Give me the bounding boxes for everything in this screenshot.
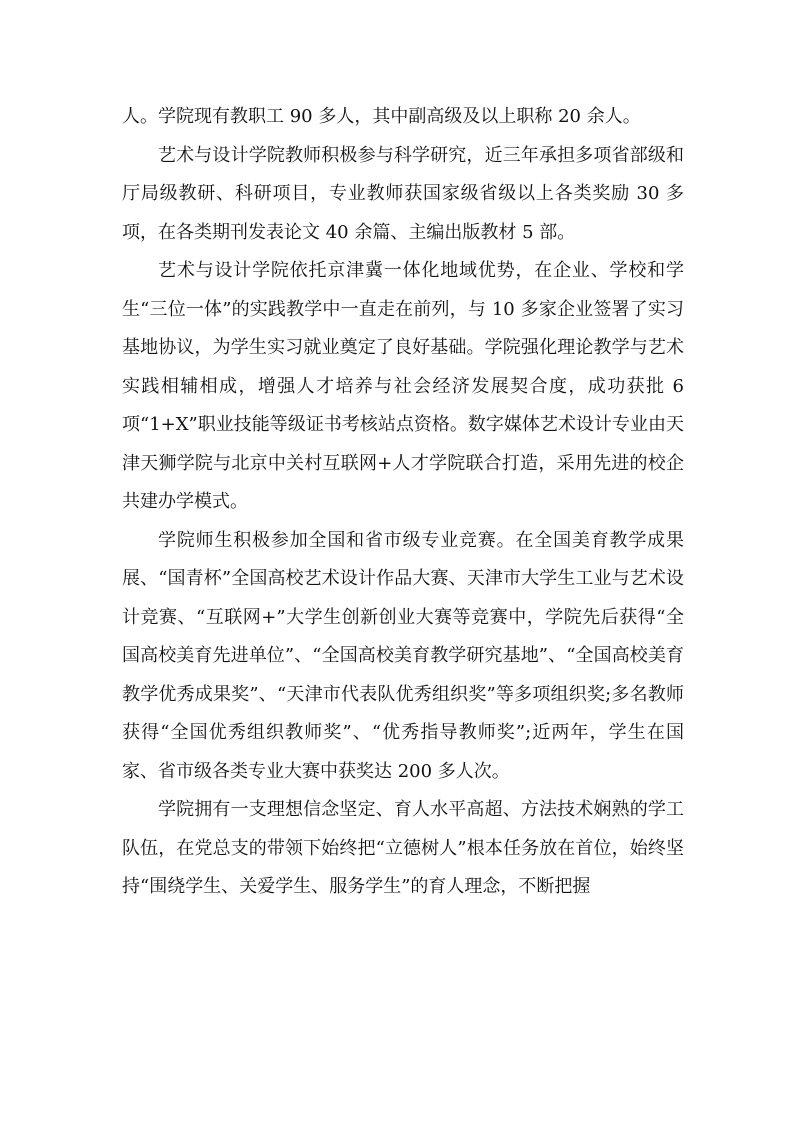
- paragraph-research: 艺术与设计学院教师积极参与科学研究，近三年承担多项省部级和厅局级教研、科研项目，专业教师获国家级省级以上各类奖励 30 多项，在各类期刊发表论文 40 余篇、主编出版教材 5 部。: [122, 144, 684, 243]
- paragraph-student-affairs: 学院拥有一支理想信念坚定、育人水平高超、方法技术娴熟的学工队伍，在党总支的带领下始终把“立德树人”根本任务放在首位，始终坚持“围绕学生、关爱学生、服务学生”的育人理念，不断把握: [122, 799, 684, 897]
- paragraph-practice: 艺术与设计学院依托京津冀一体化地域优势，在企业、学校和学生“三位一体”的实践教学中一直走在前列，与 10 多家企业签署了实习基地协议，为学生实习就业奠定了良好基础。学院强化理论教学与艺术实践相辅相成，增强人才培养与社会经济发展契合度，成功获批 6 项“1+X”职业技能等级证书考核站点资格。数字媒体艺术设计专业由天津天狮学院与北京中关村互联网+人才学院联合打造，采用先进的校企共建办学模式。: [122, 260, 684, 512]
- document-body: [122, 98, 684, 907]
- paragraph-competitions: 学院师生积极参加全国和省市级专业竞赛。在全国美育教学成果展、“国青杯”全国高校艺术设计作品大赛、天津市大学生工业与艺术设计竞赛、“互联网+”大学生创新创业大赛等竞赛中，学院先后获得“全国高校美育先进单位”、“全国高校美育教学研究基地”、“全国高校美育教学优秀成果奖”、“天津市代表队优秀组织奖”等多项组织奖;多名教师获得“全国优秀组织教师奖”、“优秀指导教师奖”;近两年，学生在国家、省市级各类专业大赛中获奖达 200 多人次。: [122, 529, 684, 782]
- paragraph-staff: 人。学院现有教职工 90 多人，其中副高级及以上职称 20 余人。: [122, 106, 641, 127]
